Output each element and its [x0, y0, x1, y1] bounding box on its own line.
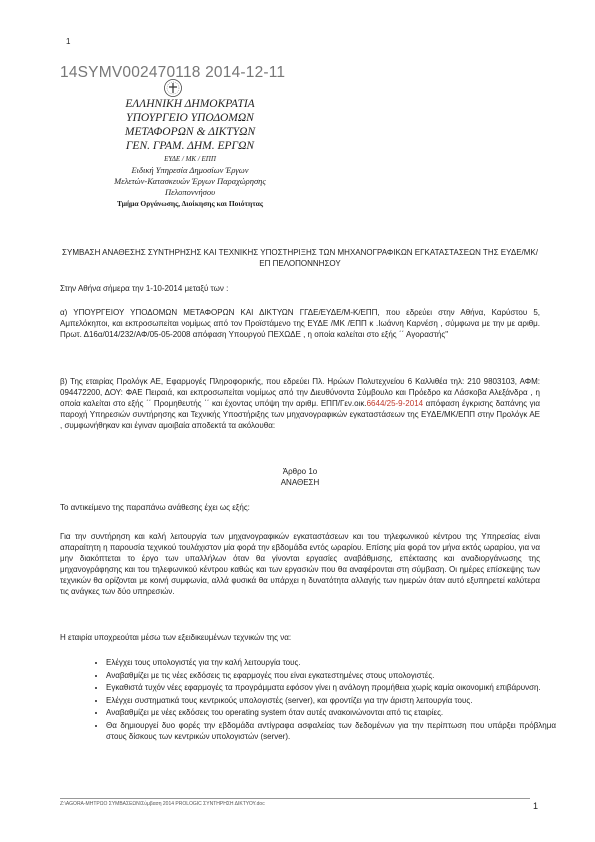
list-item: • Αναβαθμίζει με νέες εκδόσεις του operating system όταν αυτές ανακοινώνονται από τις εταιρίες.	[106, 707, 556, 718]
approval-decision-number: 6644/25-9-2014	[366, 399, 424, 408]
list-item: • Θα δημιουργεί δυο φορές την εβδομάδα αντίγραφα ασφαλείας των δεδομένων για την περίπτωση που υπάρξει πρόβλημα στους δίσκους των κεντρικών υπολογιστών (server).	[106, 720, 556, 742]
obligations-list	[86, 657, 556, 743]
header-line-code: ΕΥΔΕ / ΜΚ / ΕΠΠ	[164, 155, 216, 163]
header-line-gen-secretariat: ΓΕΝ. ΓΡΑΜ. ΔΗΜ. ΕΡΓΩΝ	[125, 140, 255, 152]
national-emblem-icon	[163, 78, 183, 98]
party-b-text-end: απόφαση έγκρισης δαπάνης για παροχή Υπηρεσιών συντήρησης και Τεχνικής Υποστήριξης των μηχανογραφικών εγκαταστάσεων της ΕΥΔΕ/ΜΚ/ΕΠΠ στην Προλόγκ ΑΕ , συμφωνήθηκαν και έγιναν αμοιβαία αποδεκτά τα ακόλουθα:	[60, 399, 541, 430]
object-intro: Το αντικείμενο της παραπάνω ανάθεσης έχει ως εξής:	[60, 503, 250, 512]
list-item: • Αναβαθμίζει με τις νέες εκδόσεις τις εφαρμογές που είναι εγκατεστημένες στους υπολογιστές.	[106, 670, 556, 681]
list-item: • Εγκαθιστά τυχόν νέες εφαρμογές τα προγράμματα εφόσον γίνει η ανάλογη προμήθεια χωρίς καμία οικονομική επιβάρυνση.	[106, 682, 556, 693]
header-line-service-2: Μελετών-Κατασκευών Έργων Παραχώρησης	[114, 176, 266, 186]
document-stamp-id: 14SYMV002470118 2014-12-11	[60, 64, 286, 81]
header-line-service: Ειδική Υπηρεσία Δημοσίων Έργων	[131, 165, 249, 175]
page-number-bottom: 1	[533, 801, 539, 811]
article-title: ΑΝΑΘΕΣΗ	[280, 478, 320, 487]
header-line-republic: ΕΛΛΗΝΙΚΗ ΔΗΜΟΚΡΑΤΙΑ	[125, 98, 255, 110]
article-number: Άρθρο 1ο	[282, 467, 318, 476]
list-item: • Ελέγχει τους υπολογιστές για την καλή λειτουργία τους.	[106, 657, 556, 668]
header-line-region: Πελοποννήσου	[164, 187, 216, 197]
intro-line: Στην Αθήνα σήμερα την 1-10-2014 μεταξύ των :	[60, 284, 229, 293]
contract-title: ΣΥΜΒΑΣΗ ΑΝΑΘΕΣΗΣ ΣΥΝΤΗΡΗΣΗΣ ΚΑΙ ΤΕΧΝΙΚΗΣ ΥΠΟΣΤΗΡΙΞΗΣ ΤΩΝ ΜΗΧΑΝΟΓΡΑΦΙΚΩΝ ΕΓΚΑΤΑΣΤΑΣΕΩΝ ΤΗΣ ΕΥΔΕ/ΜΚ/ΕΠ ΠΕΛΟΠΟΝΝΗΣΟΥ	[62, 248, 538, 268]
party-a-paragraph: α) ΥΠΟΥΡΓΕΙΟΥ ΥΠΟΔΟΜΩΝ ΜΕΤΑΦΟΡΩΝ ΚΑΙ ΔΙΚΤΥΩΝ ΓΓΔΕ/ΕΥΔΕ/Μ-Κ/ΕΠΠ, που εδρεύει στην Αθήνα, Καρύστου 5, Αμπελόκηποι, και εκπροσωπείται νομίμως από τον Προϊστάμενο της ΕΥΔΕ /ΜΚ /ΕΠΠ κ .Ιωάννη Καρνέση , σύμφωνα με την με αριθμ. Πρωτ. Δ16α/014/232/ΑΦ/05-05-2008 απόφαση Υπουργού ΠΕΧΩΔΕ , η οποία καλείται στο εξής ΄΄ Αγοραστής"	[60, 308, 540, 339]
list-item: • Ελέγχει συστηματικά τους κεντρικούς υπολογιστές (server), και φροντίζει για την άριστη λειτουργία τους.	[106, 695, 556, 706]
header-line-ministry: ΥΠΟΥΡΓΕΙΟ ΥΠΟΔΟΜΩΝ	[126, 112, 254, 124]
party-b-text-start: β) Της εταιρίας Προλόγκ ΑΕ, Εφαρμογές Πληροφορικής, που εδρεύει Πλ. Ηρώων Πολυτεχνείου 6 Καλλιθέα τηλ: 210 9803103, ΑΦΜ: 094472200, ΔΟΥ: ΦΑΕ Πειραιά, και εκπροσωπείται νομίμως από την Διευθύνοντα Σύμβουλο και Πρόεδρο κα Λάσκοβα Αλεξάνδρα , η οποία καλείται στο εξής ΄΄ Προμηθευτής ΄΄ και έχοντας υπόψη την αριθμ. ΕΠΠ/Γεν.οικ.	[60, 377, 540, 408]
footer-divider	[60, 798, 530, 799]
object-paragraph: Για την συντήρηση και καλή λειτουργία των μηχανογραφικών εγκαταστάσεων και του τηλεφωνικού κέντρου της Υπηρεσίας είναι απαραίτητη η παρουσία τεχνικού τουλάχιστον μία φορά την εβδομάδα εντός ωραρίου. Επίσης μία φορά τον μήνα εκτός ωραρίου, για να μην διακόπτεται το έργο των υπαλλήλων όταν θα γίνονται εργασίες αναβάθμισης, επέκτασης και αναδιοργάνωσης της μηχανογράφησης και του τηλεφωνικού κέντρου καθώς και των εργασιών που θα αναφέρονται στη σύμβαση. Οι ημέρες επίσκεψης των τεχνικών θα ορίζονται με κοινή συμφωνία, αλλά φυσικά θα υπάρχει η δυνατότητα αλλαγής των ημερών όταν αυτό εξυπηρετεί καλύτερα τις ανάγκες των δύο υπηρεσιών.	[60, 532, 540, 596]
obligation-intro: Η εταιρία υποχρεούται μέσω των εξειδικευμένων τεχνικών της να:	[60, 633, 292, 642]
page-number-top: 1	[66, 37, 71, 46]
header-line-ministry-2: ΜΕΤΑΦΟΡΩΝ & ΔΙΚΤΥΩΝ	[124, 126, 256, 138]
header-line-department: Τμήμα Οργάνωσης, Διοίκησης και Ποιότητας	[116, 199, 264, 208]
footer-file-path: Z:\AGORA-ΜΗΤΡΩΟ ΣΥΜΒΑΣΕΩΝ\Σύμβαση 2014 PROLOGIC ΣΥΝΤΗΡΗΣΗ ΔΙΚΤΥΟΥ.doc	[60, 801, 265, 807]
party-b-paragraph	[60, 376, 540, 431]
